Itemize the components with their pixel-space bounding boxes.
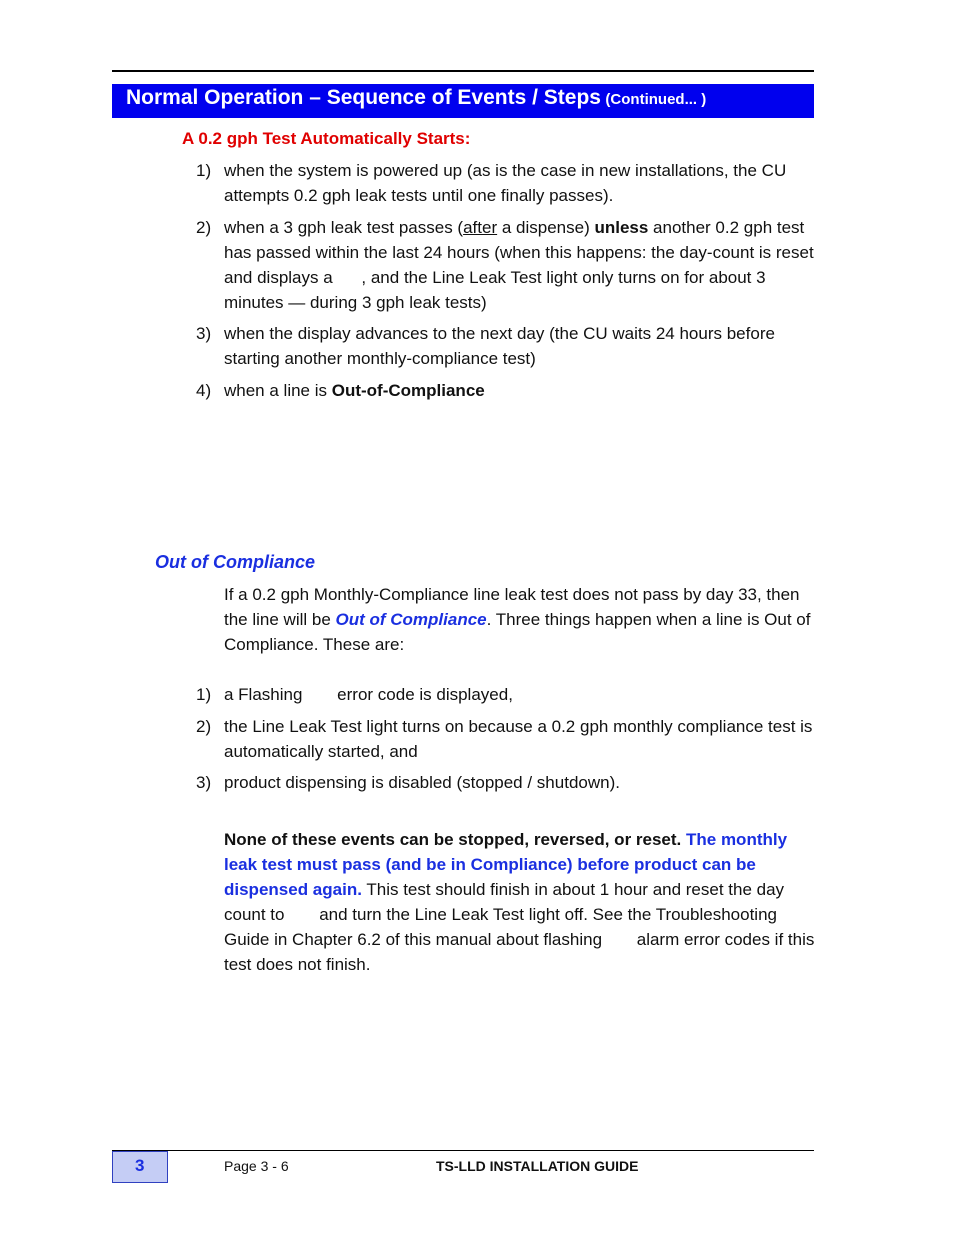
list-number: 1) [196, 685, 212, 704]
section-title: Normal Operation – Sequence of Events / Steps [126, 86, 601, 109]
list-number: 3) [196, 773, 212, 792]
continued-label: (Continued... ) [605, 91, 707, 108]
chapter-number-box: 3 [112, 1151, 168, 1183]
list-text: when the display advances to the next day (the CU waits 24 hours before starting another monthly-compliance test) [224, 324, 775, 368]
header-rule [112, 70, 814, 72]
list-text: the Line Leak Test light turns on because a 0.2 gph monthly compliance test is automatically started, and [224, 717, 813, 761]
list-text: when a 3 gph leak test passes (after a dispense) unless another 0.2 gph test has passed within the last 24 hours (when this happens: the day-count is reset and displays a , and the Line Leak Test light only turns on for about 3 minutes — during 3 gph leak tests) [224, 218, 814, 312]
list-number: 4) [196, 381, 212, 400]
list-text: a Flashing error code is displayed, [224, 685, 513, 704]
test-starts-heading: A 0.2 gph Test Automatically Starts: [182, 129, 471, 148]
out-of-compliance-heading: Out of Compliance [155, 552, 316, 572]
list-text: product dispensing is disabled (stopped / shutdown). [224, 773, 620, 792]
footer-rule [112, 1150, 814, 1151]
list-number: 2) [196, 717, 212, 736]
compliance-intro: If a 0.2 gph Monthly-Compliance line leak test does not pass by day 33, then the line will be Out of Compliance. Three things happen when a line is Out of Compliance. These are: [224, 585, 811, 654]
guide-title: TS-LLD INSTALLATION GUIDE [436, 1158, 639, 1174]
page-number: Page 3 - 6 [224, 1158, 289, 1174]
section-title-bar [112, 84, 814, 118]
list-text: when the system is powered up (as is the case in new installations, the CU attempts 0.2 gph leak tests until one finally passes). [224, 161, 787, 205]
list-number: 2) [196, 218, 212, 237]
list-text: when a line is Out-of-Compliance [224, 381, 485, 400]
list-number: 3) [196, 324, 212, 343]
compliance-closing: None of these events can be stopped, reversed, or reset. The monthly leak test must pass (and be in Compliance) before product can be dispensed again. This test should finish in about 1 hour and reset the day count to and turn the Line Leak Test light off. See the Troubleshooting Guide in Chapter 6.2 of this manual about flashing alarm error codes if this test does not finish. [224, 830, 815, 974]
list-number: 1) [196, 161, 212, 180]
